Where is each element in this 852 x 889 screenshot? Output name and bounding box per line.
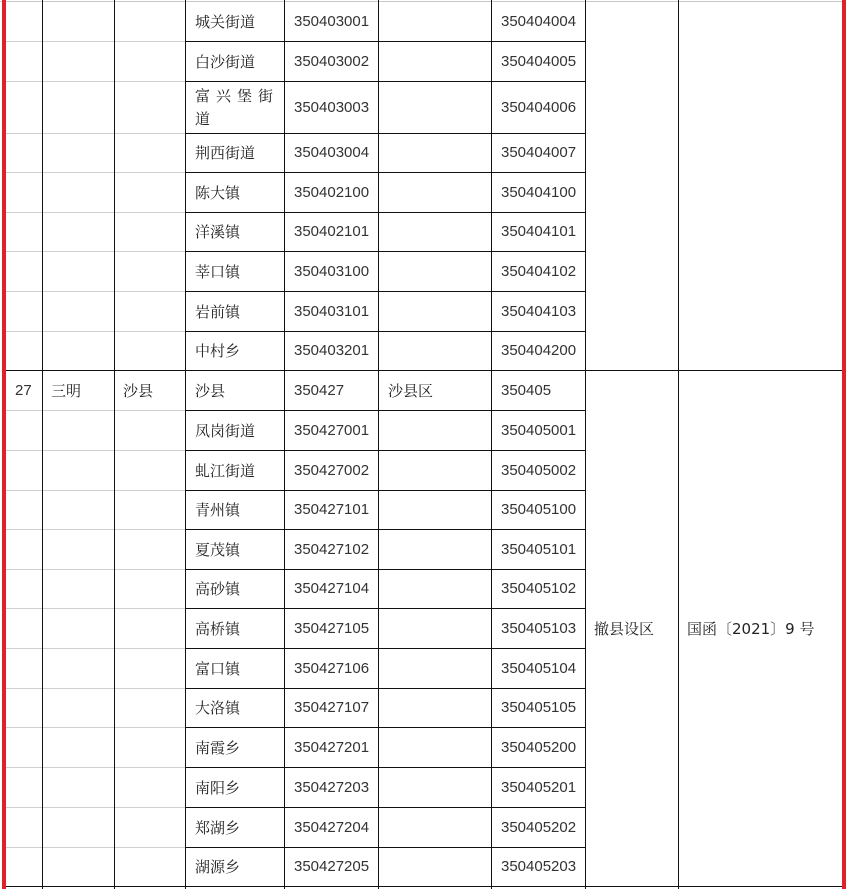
gridline — [6, 251, 185, 252]
subdivision-name-cell[interactable]: 高砂镇 — [195, 580, 241, 598]
old-code-cell[interactable]: 350427105 — [294, 619, 370, 637]
gridline — [6, 648, 185, 649]
subdivision-name-cell[interactable]: 青州镇 — [195, 501, 241, 519]
gridline — [6, 41, 185, 42]
subdivision-name-cell[interactable]: 白沙街道 — [195, 52, 256, 71]
old-code-cell[interactable]: 350402100 — [294, 183, 370, 201]
old-code-cell[interactable]: 350427102 — [294, 540, 370, 558]
new-code-cell[interactable]: 350405202 — [501, 818, 577, 836]
old-code-cell[interactable]: 350403003 — [294, 98, 370, 116]
new-name-cell[interactable] — [379, 213, 491, 251]
new-name-cell[interactable] — [379, 530, 491, 569]
gridline — [6, 410, 185, 411]
new-name-cell[interactable]: 沙县区 — [388, 381, 434, 400]
gridline — [6, 450, 185, 451]
new-name-cell[interactable] — [379, 808, 491, 847]
old-code-cell[interactable]: 350403201 — [294, 342, 370, 359]
old-code-cell[interactable]: 350427101 — [294, 501, 370, 518]
old-code-cell[interactable]: 350427107 — [294, 699, 370, 716]
subdivision-name-cell[interactable]: 沙县 — [195, 381, 226, 400]
old-code-cell[interactable]: 350427204 — [294, 818, 370, 836]
row-border — [6, 886, 843, 887]
old-code-cell[interactable]: 350427001 — [294, 421, 370, 439]
gridline — [6, 172, 185, 173]
approval-document-cell[interactable]: 国函〔2021〕9 号 — [687, 619, 815, 638]
subdivision-name-cell[interactable]: 城关街道 — [195, 13, 256, 31]
gridline — [6, 608, 185, 609]
subdivision-name-cell[interactable]: 岩前镇 — [195, 302, 241, 321]
row-border — [185, 608, 586, 609]
new-name-cell[interactable] — [379, 728, 491, 767]
new-name-cell[interactable] — [379, 82, 491, 133]
new-code-cell[interactable]: 350405002 — [501, 461, 577, 479]
gridline — [6, 529, 185, 530]
new-code-cell[interactable]: 350405200 — [501, 738, 577, 756]
gridline — [6, 569, 185, 570]
new-code-cell[interactable]: 350405 — [501, 381, 552, 399]
new-name-cell[interactable] — [379, 451, 491, 490]
change-type-cell[interactable]: 撤县设区 — [594, 619, 655, 638]
new-name-cell[interactable] — [379, 649, 491, 688]
new-name-cell[interactable] — [379, 609, 491, 648]
new-code-cell[interactable]: 350404007 — [501, 144, 577, 161]
row-border — [185, 212, 586, 213]
new-code-cell[interactable]: 350404103 — [501, 302, 577, 320]
old-code-cell[interactable]: 350403004 — [294, 144, 370, 161]
subdivision-name-cell[interactable]: 虬江街道 — [195, 461, 256, 480]
new-name-cell[interactable] — [379, 134, 491, 172]
subdivision-name-cell[interactable]: 湖源乡 — [195, 858, 241, 876]
row-border — [185, 807, 586, 808]
subdivision-name-cell[interactable]: 南阳乡 — [195, 778, 241, 797]
new-code-cell[interactable]: 350404005 — [501, 52, 577, 70]
gridline — [6, 81, 185, 82]
row-border — [185, 133, 586, 134]
gridline — [6, 847, 185, 848]
gridline — [6, 807, 185, 808]
new-name-cell[interactable] — [379, 689, 491, 727]
column-border — [42, 0, 43, 889]
new-code-cell[interactable]: 350404006 — [501, 98, 577, 116]
new-code-cell[interactable]: 350405001 — [501, 421, 577, 439]
column-border — [185, 0, 186, 889]
row-border — [185, 172, 586, 173]
row-border — [185, 291, 586, 292]
subdivision-name-cell[interactable]: 夏茂镇 — [195, 540, 241, 559]
old-code-cell[interactable]: 350403002 — [294, 52, 370, 70]
new-name-cell[interactable] — [379, 332, 491, 370]
new-code-cell[interactable]: 350404004 — [501, 13, 577, 30]
new-name-cell[interactable] — [379, 292, 491, 331]
old-code-cell[interactable]: 350427104 — [294, 580, 370, 597]
subdivision-name-cell[interactable]: 莘口镇 — [195, 262, 241, 281]
subdivision-name-cell[interactable]: 陈大镇 — [195, 183, 241, 202]
new-code-cell[interactable]: 350405104 — [501, 659, 577, 677]
column-border — [114, 0, 115, 889]
city-cell[interactable]: 三明 — [51, 381, 82, 400]
old-code-cell[interactable]: 350403100 — [294, 262, 370, 280]
new-name-cell[interactable] — [379, 252, 491, 291]
column-border — [491, 0, 492, 889]
subdivision-name-cell[interactable]: 荆西街道 — [195, 144, 256, 162]
column-border — [378, 0, 379, 889]
new-code-cell[interactable]: 350405101 — [501, 540, 577, 558]
red-margin-left — [2, 0, 6, 889]
gridline — [6, 212, 185, 213]
new-code-cell[interactable]: 350404200 — [501, 342, 577, 359]
new-name-cell[interactable] — [379, 411, 491, 450]
new-name-cell[interactable] — [379, 768, 491, 807]
row-border — [185, 727, 586, 728]
old-code-cell[interactable]: 350427201 — [294, 738, 370, 756]
subdivision-name-cell[interactable]: 大洛镇 — [195, 699, 241, 717]
new-code-cell[interactable]: 350404100 — [501, 183, 577, 201]
column-border — [284, 0, 285, 889]
subdivision-name-cell[interactable]: 富口镇 — [195, 659, 241, 678]
county-cell[interactable]: 沙县 — [123, 381, 154, 400]
row-border — [185, 331, 586, 332]
gridline — [6, 727, 185, 728]
new-name-cell[interactable] — [379, 173, 491, 212]
old-code-cell[interactable]: 350403001 — [294, 13, 370, 30]
row-border — [185, 251, 586, 252]
new-code-cell[interactable]: 350405203 — [501, 858, 577, 875]
row-border — [185, 688, 586, 689]
subdivision-name-cell[interactable]: 中村乡 — [195, 342, 241, 360]
gridline — [6, 291, 185, 292]
subdivision-name-cell[interactable]: 富兴堡街道 — [195, 86, 280, 128]
gridline — [6, 767, 185, 768]
old-code-cell[interactable]: 350427205 — [294, 858, 370, 875]
subdivision-name-cell[interactable]: 凤岗街道 — [195, 421, 256, 440]
row-border — [185, 767, 586, 768]
row-border — [185, 81, 586, 82]
row-index-cell[interactable]: 27 — [15, 381, 32, 399]
gridline — [6, 331, 185, 332]
new-code-cell[interactable]: 350405103 — [501, 619, 577, 637]
row-border — [185, 529, 586, 530]
new-name-cell[interactable] — [379, 570, 491, 608]
red-margin-right — [842, 0, 846, 889]
row-border — [185, 847, 586, 848]
subdivision-name-cell[interactable]: 郑湖乡 — [195, 818, 241, 837]
column-border — [585, 0, 586, 889]
new-code-cell[interactable]: 350405100 — [501, 501, 577, 518]
row-border — [185, 410, 586, 411]
old-code-cell[interactable]: 350427002 — [294, 461, 370, 479]
grid-top-line — [0, 1, 843, 2]
gridline — [6, 490, 185, 491]
new-code-cell[interactable]: 350404102 — [501, 262, 577, 280]
old-code-cell[interactable]: 350427 — [294, 381, 345, 399]
new-code-cell[interactable]: 350405105 — [501, 699, 577, 716]
old-code-cell[interactable]: 350403101 — [294, 302, 370, 320]
row-border — [185, 490, 586, 491]
old-code-cell[interactable]: 350427203 — [294, 778, 370, 796]
subdivision-name-cell[interactable]: 洋溪镇 — [195, 223, 241, 241]
row-border — [185, 648, 586, 649]
new-name-cell[interactable] — [379, 3, 491, 41]
gridline — [6, 688, 185, 689]
row-border — [6, 370, 843, 371]
row-border — [185, 569, 586, 570]
row-border — [185, 41, 586, 42]
new-code-cell[interactable]: 350404101 — [501, 223, 577, 240]
gridline — [6, 133, 185, 134]
subdivision-name-cell[interactable]: 南霞乡 — [195, 738, 241, 757]
row-border — [185, 450, 586, 451]
old-code-cell[interactable]: 350402101 — [294, 223, 370, 240]
new-code-cell[interactable]: 350405102 — [501, 580, 577, 597]
new-code-cell[interactable]: 350405201 — [501, 778, 577, 796]
new-name-cell[interactable] — [379, 848, 491, 886]
new-name-cell[interactable] — [379, 491, 491, 529]
column-border — [678, 0, 679, 889]
new-name-cell[interactable] — [379, 42, 491, 81]
old-code-cell[interactable]: 350427106 — [294, 659, 370, 677]
subdivision-name-cell[interactable]: 高桥镇 — [195, 619, 241, 638]
